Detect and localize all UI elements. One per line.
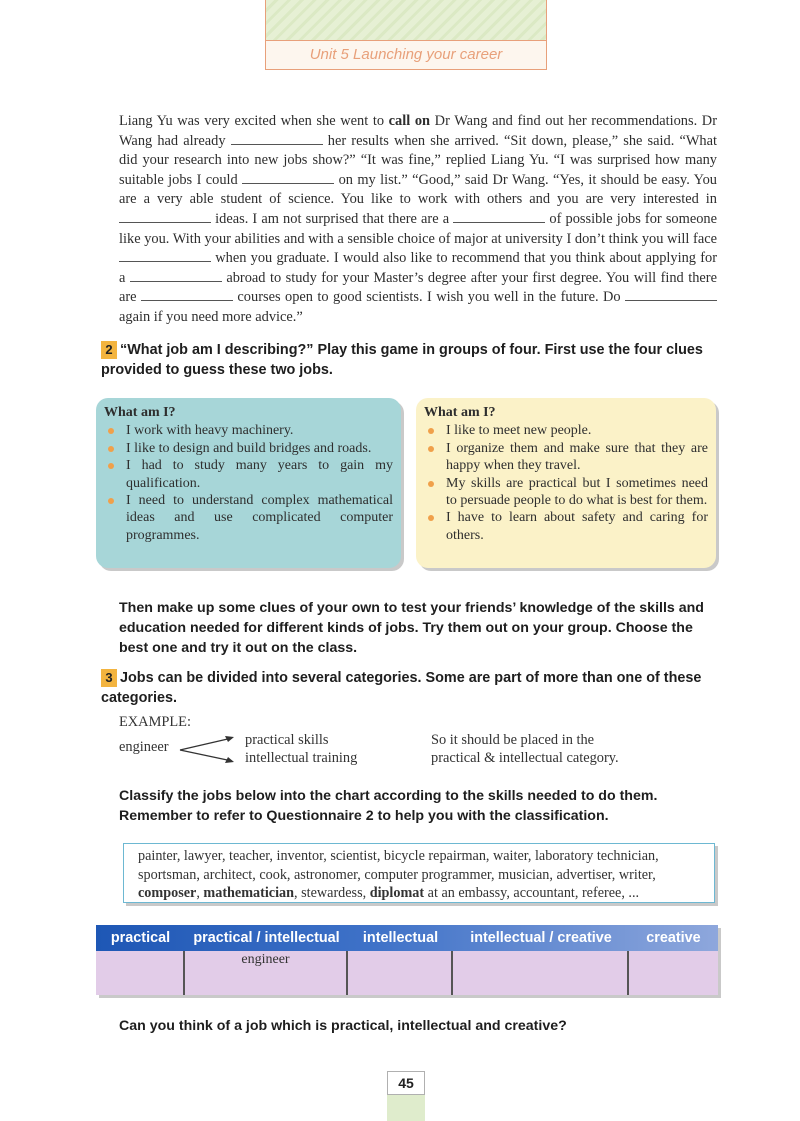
question-3-text: Jobs can be divided into several categories. Some are part of more than one of these categories. bbox=[101, 670, 702, 706]
unit-title: Unit 5 Launching your career bbox=[266, 40, 546, 69]
cloze-passage bbox=[119, 112, 717, 328]
passage-text: again if you need more advice.” bbox=[119, 308, 303, 325]
clue-list bbox=[104, 422, 393, 544]
classify-instruction: Classify the jobs below into the chart according to the skills needed to do them. Remember to refer to Questionnaire 2 to help you with the classification. bbox=[119, 788, 658, 824]
chart-cell-practical[interactable] bbox=[96, 951, 185, 995]
clue-item: I like to design and build bridges and roads. bbox=[104, 440, 393, 457]
header-banner bbox=[265, 0, 547, 70]
example-note-1: So it should be placed in the bbox=[431, 732, 595, 748]
chart-cell-practical-intellectual[interactable]: engineer bbox=[185, 951, 348, 995]
blank-5[interactable] bbox=[119, 250, 211, 262]
question-number: 3 bbox=[101, 669, 117, 687]
clue-item: I organize them and make sure that they are happy when they travel. bbox=[424, 440, 708, 475]
page-number-tab bbox=[387, 1071, 425, 1121]
classification-chart bbox=[96, 925, 718, 995]
clue-box-tour-guide bbox=[416, 398, 716, 568]
clue-box-engineer bbox=[96, 398, 401, 568]
clue-title: What am I? bbox=[424, 405, 496, 420]
final-question: Can you think of a job which is practical, intellectual and creative? bbox=[119, 1018, 567, 1034]
clue-item: I work with heavy machinery. bbox=[104, 422, 393, 439]
blank-6[interactable] bbox=[130, 270, 222, 282]
chart-header-intellectual-creative: intellectual / creative bbox=[470, 930, 612, 946]
passage-text: when you graduate. I would also like to recommend that you think about applying for a bbox=[119, 250, 717, 286]
page-number: 45 bbox=[387, 1071, 425, 1095]
example-note-2: practical & intellectual category. bbox=[431, 750, 619, 766]
clue-item: My skills are practical but I sometimes need to persuade people to do what is best for them. bbox=[424, 475, 708, 510]
question-2 bbox=[101, 340, 721, 380]
chart-cell-creative[interactable] bbox=[629, 951, 718, 995]
chart-header-creative: creative bbox=[646, 930, 701, 946]
clue-item: I need to understand complex mathematical ideas and use complicated computer programmes. bbox=[104, 492, 393, 544]
clue-item: I have to learn about safety and caring for others. bbox=[424, 509, 708, 544]
chart-header-practical-intellectual: practical / intellectual bbox=[193, 930, 340, 946]
word-list-text: at an embassy, accountant, referee, ... bbox=[424, 885, 640, 902]
blank-4[interactable] bbox=[453, 211, 545, 223]
blank-7[interactable] bbox=[141, 289, 233, 301]
chart-header-row bbox=[96, 925, 718, 951]
chart-cell-intellectual[interactable] bbox=[348, 951, 453, 995]
passage-text: Liang Yu was very excited when she went to bbox=[119, 113, 389, 129]
example-skill-1: practical skills bbox=[245, 732, 329, 748]
chart-header-practical: practical bbox=[110, 930, 171, 946]
chart-cell-intellectual-creative[interactable] bbox=[453, 951, 629, 995]
example-job: engineer bbox=[119, 739, 169, 755]
passage-text: her results when she arrived. “Sit down, please,” she said. “What did your research into new jobs show?” “It was fine,” replied Liang Yu. “I was surprised how many suitable jobs I could bbox=[119, 132, 717, 188]
passage-text: of possible jobs for someone like you. With your abilities and with a sensible choice of major at university I don’t think you will face bbox=[119, 210, 717, 247]
job-word-list bbox=[123, 843, 715, 903]
q2-follow-up: Then make up some clues of your own to test your friends’ knowledge of the skills and education needed for different kinds of jobs. Try them out on your group. Choose the best one and try it out on the class. bbox=[119, 600, 704, 656]
passage-text: Dr Wang and find out her recommendations. Dr Wang had already bbox=[119, 113, 717, 149]
clue-item: I like to meet new people. bbox=[424, 422, 708, 439]
chart-body-row bbox=[96, 951, 718, 995]
example-label: EXAMPLE: bbox=[119, 714, 191, 730]
passage-text: courses open to good scientists. I wish you well in the future. Do bbox=[233, 289, 626, 306]
word-list-text: , stewardess, bbox=[294, 885, 370, 902]
branch-arrows-icon bbox=[178, 733, 238, 767]
clue-title: What am I? bbox=[104, 405, 176, 420]
question-3 bbox=[101, 668, 721, 708]
chart-header-intellectual: intellectual bbox=[362, 930, 439, 946]
word-list-text: painter, lawyer, teacher, inventor, scientist, bicycle repairman, waiter, laboratory technician, sportsman, architect, cook, astronomer, computer programmer, musician, advertiser, writer, bbox=[138, 848, 659, 883]
word-list-bold: diplomat bbox=[369, 885, 425, 902]
passage-text: on my list.” “Good,” said Dr Wang. “Yes, it should be easy. You are a very able student of science. You like to work with others and you are very interested in bbox=[119, 171, 718, 208]
word-list-bold: composer bbox=[138, 885, 197, 902]
passage-bold-phrase: call on bbox=[388, 113, 431, 129]
clue-list bbox=[424, 422, 708, 544]
blank-1[interactable] bbox=[231, 133, 323, 145]
example-skill-2: intellectual training bbox=[245, 750, 358, 766]
passage-text: abroad to study for your Master’s degree after your first degree. You will find there are bbox=[119, 269, 717, 306]
word-list-bold: mathematician bbox=[203, 885, 295, 902]
question-number: 2 bbox=[101, 341, 117, 359]
blank-3[interactable] bbox=[119, 211, 211, 223]
question-2-text: “What job am I describing?” Play this game in groups of four. First use the four clues provided to guess these two jobs. bbox=[101, 342, 703, 378]
blank-8[interactable] bbox=[625, 289, 717, 301]
clue-item: I had to study many years to gain my qualification. bbox=[104, 457, 393, 492]
passage-text: ideas. I am not surprised that there are a bbox=[211, 210, 454, 227]
word-list-text: , bbox=[196, 885, 204, 902]
blank-2[interactable] bbox=[242, 172, 334, 184]
